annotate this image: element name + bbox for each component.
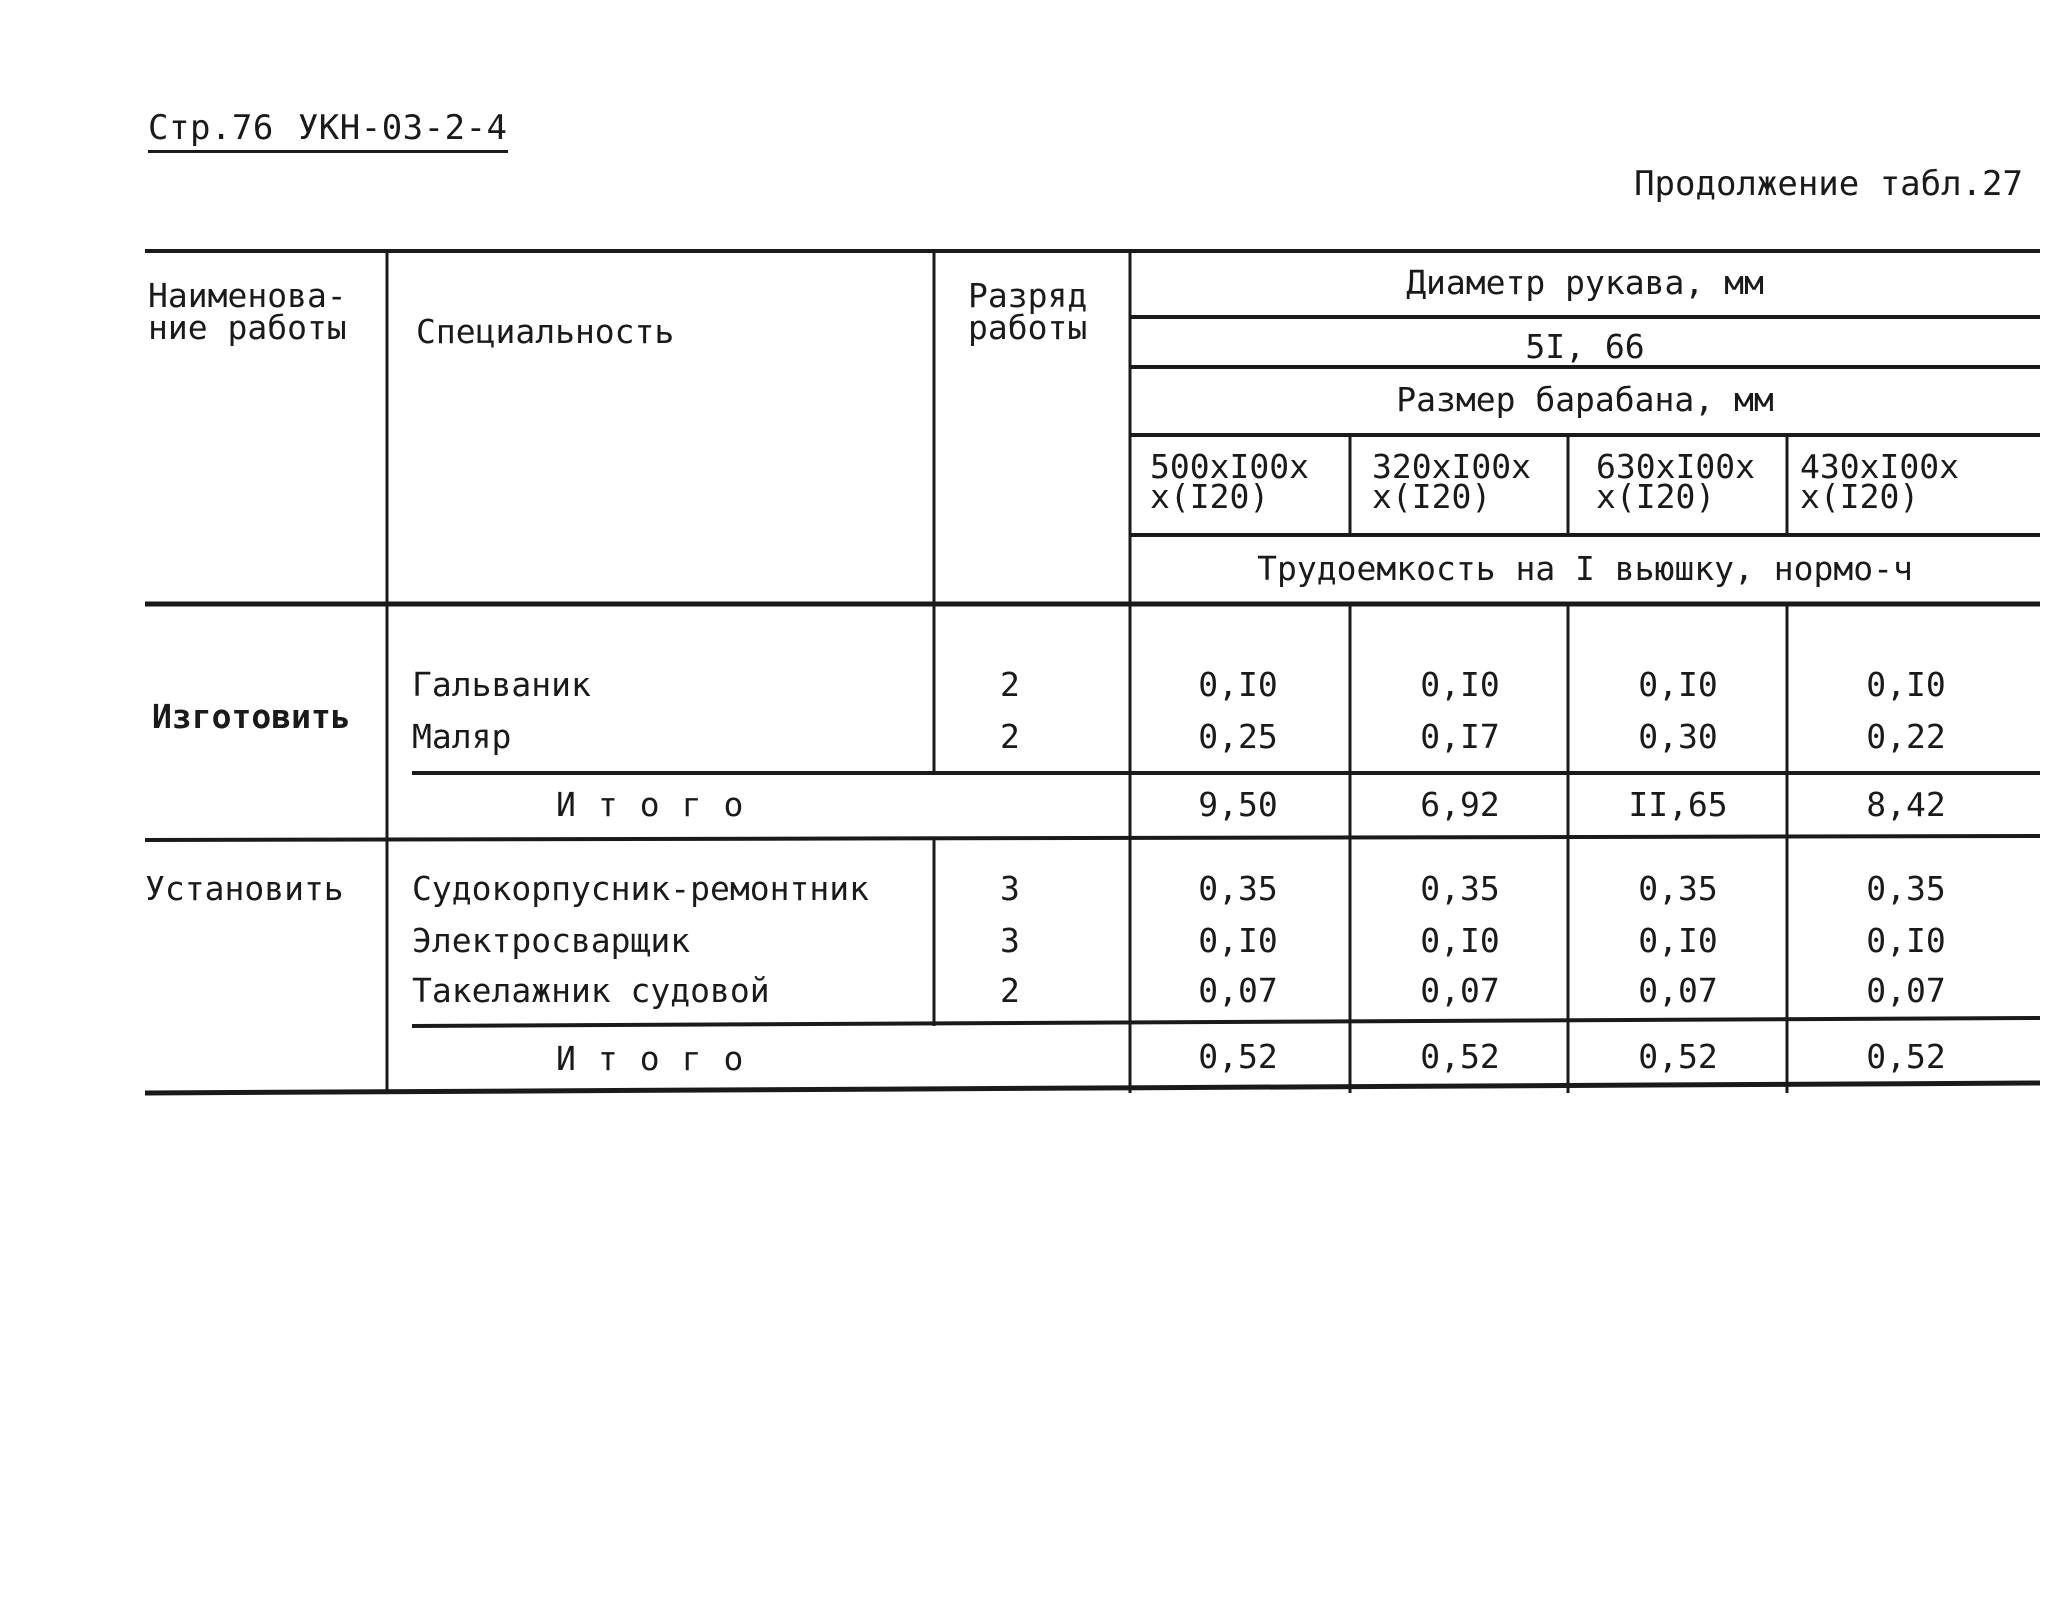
header-drum-dim-3: [1596, 447, 1755, 517]
header-work-name: [148, 276, 347, 348]
row-specialty: Гальваник: [412, 665, 591, 704]
header-drum-dim-2: [1372, 447, 1531, 517]
row-grade: 2: [1000, 971, 1020, 1010]
row-value: 0,35: [1866, 869, 1946, 908]
total-value: 0,52: [1638, 1037, 1718, 1076]
header-grade-line2: работы: [968, 308, 1088, 348]
row-value: 0,I0: [1420, 921, 1500, 960]
row-value: 0,I7: [1420, 717, 1500, 756]
row-value: 0,35: [1638, 869, 1718, 908]
page-number: Стр.76: [148, 108, 274, 148]
row-value: 0,I0: [1866, 921, 1946, 960]
row-specialty: Электросварщик: [412, 921, 691, 960]
total-value: 0,52: [1866, 1037, 1946, 1076]
total-value: 6,92: [1420, 785, 1500, 824]
row-value: 0,I0: [1866, 665, 1946, 704]
drum-dim-4-line2: x(I20): [1800, 477, 1920, 517]
total-label: Итого: [556, 785, 766, 824]
row-value: 0,I0: [1198, 921, 1278, 960]
row-value: 0,07: [1198, 971, 1278, 1010]
total-value: 0,52: [1420, 1037, 1500, 1076]
total-value: 9,50: [1198, 785, 1278, 824]
total-value: II,65: [1628, 785, 1728, 824]
header-grade: [968, 276, 1088, 348]
header-hose-diameter: Диаметр рукава, мм: [1406, 263, 1764, 302]
row-specialty: Маляр: [412, 717, 512, 756]
rule-section1-bottom: [145, 836, 2040, 840]
header-drum-dim-1: [1150, 447, 1309, 517]
total-label: Итого: [556, 1039, 766, 1078]
row-value: 0,35: [1198, 869, 1278, 908]
total-value: 0,52: [1198, 1037, 1278, 1076]
header-grade-line1: Разряд: [968, 276, 1088, 315]
drum-dim-1-line1: 500xI00x: [1150, 447, 1309, 486]
row-value: 0,07: [1420, 971, 1500, 1010]
row-value: 0,07: [1638, 971, 1718, 1010]
row-value: 0,I0: [1638, 665, 1718, 704]
row-value: 0,22: [1866, 717, 1946, 756]
drum-dim-2-line1: 320xI00x: [1372, 447, 1531, 486]
drum-dim-3-line1: 630xI00x: [1596, 447, 1755, 486]
header-work-name-line1: Наименова-: [148, 276, 347, 315]
section-work-make: Изготовить: [152, 697, 351, 736]
row-grade: 3: [1000, 869, 1020, 908]
document-code: УКН-03-2-4: [297, 108, 508, 148]
row-specialty: Такелажник судовой: [412, 971, 770, 1010]
header-labor: Трудоемкость на I вьюшку, нормо-ч: [1257, 549, 1913, 588]
rule-table-bottom: [145, 1083, 2040, 1093]
header-specialty: Специальность: [416, 312, 675, 351]
drum-dim-1-line2: x(I20): [1150, 477, 1270, 517]
header-drum-dim-4: [1800, 447, 1959, 517]
total-value: 8,42: [1866, 785, 1946, 824]
row-grade: 2: [1000, 665, 1020, 704]
row-specialty: Судокорпусник-ремонтник: [412, 869, 869, 908]
header-work-name-line2: ние работы: [148, 308, 347, 348]
row-value: 0,I0: [1638, 921, 1718, 960]
row-value: 0,35: [1420, 869, 1500, 908]
header-drum-size: Размер барабана, мм: [1396, 380, 1774, 419]
drum-dim-3-line2: x(I20): [1596, 477, 1716, 517]
row-value: 0,25: [1198, 717, 1278, 756]
row-grade: 2: [1000, 717, 1020, 756]
row-value: 0,30: [1638, 717, 1718, 756]
row-value: 0,I0: [1198, 665, 1278, 704]
page-reference: [148, 108, 508, 153]
section-work-install: Установить: [145, 869, 344, 908]
row-value: 0,I0: [1420, 665, 1500, 704]
row-value: 0,07: [1866, 971, 1946, 1010]
drum-dim-4-line1: 430xI00x: [1800, 447, 1959, 486]
table-continuation-note: Продолжение табл.27: [1634, 164, 2023, 204]
drum-dim-2-line2: x(I20): [1372, 477, 1492, 517]
rule-total2-top: [412, 1018, 2040, 1026]
row-grade: 3: [1000, 921, 1020, 960]
header-diameter-values: 5I, 66: [1525, 327, 1645, 366]
